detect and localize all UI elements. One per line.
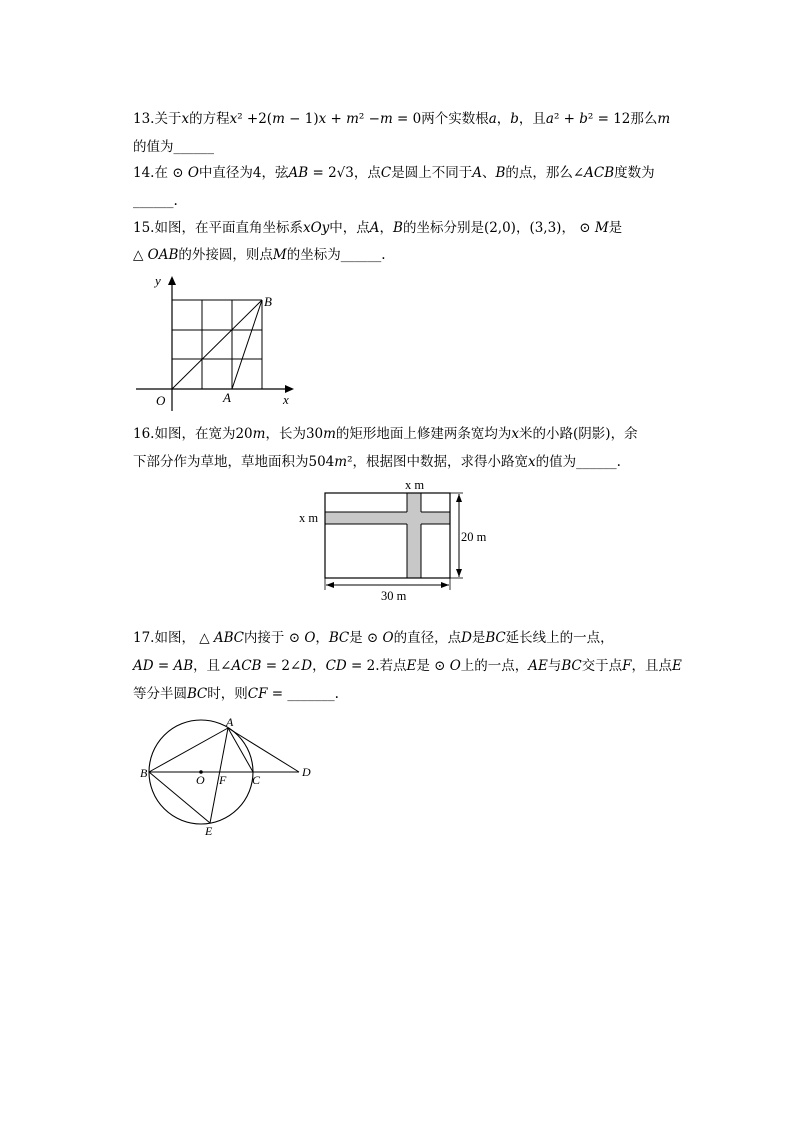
horizontal-path	[325, 512, 450, 524]
point-a-label: A	[223, 390, 231, 405]
length-label: 30 m	[381, 589, 407, 603]
y-axis-label: y	[155, 273, 161, 288]
segment-ab	[232, 300, 262, 389]
q15-line-1: 15.如图，在平面直角坐标系𝑥𝑂𝑦中，点𝐴，𝐵的坐标分别是(2,0)，(3,3)， ⊙ 𝑀是	[133, 220, 623, 236]
label-f: F	[219, 773, 227, 787]
q17-line-1: 17.如图， △ 𝐴𝐵𝐶内接于 ⊙ 𝑂，𝐵𝐶是 ⊙ 𝑂的直径，点𝐷是𝐵𝐶延长线上的一点，	[133, 630, 614, 646]
q15-coordinate-figure	[130, 268, 300, 413]
segment-ac	[228, 728, 253, 772]
q16-line-2: 下部分作为草地，草地面积为504𝑚²，根据图中数据，求得小路宽𝑥的值为______.	[133, 454, 621, 470]
field-rectangle	[325, 493, 450, 578]
label-o: O	[196, 773, 205, 787]
q16-rectangle-figure	[295, 478, 495, 606]
label-a: A	[226, 715, 234, 729]
point-b-label: B	[264, 294, 272, 309]
segment-ba	[149, 728, 228, 772]
origin-label: O	[156, 393, 166, 408]
q14-line-2: ______.	[133, 193, 178, 209]
vertical-path	[407, 493, 421, 578]
q17-line-2: 𝐴𝐷 = 𝐴𝐵，且∠𝐴𝐶𝐵 = 2∠𝐷，𝐶𝐷 = 2.若点𝐸是 ⊙ 𝑂上的一点，𝐴𝐸与𝐵𝐶交于点𝐹，且点𝐸	[133, 658, 682, 674]
label-d: D	[302, 765, 311, 779]
y-axis-arrow	[168, 276, 176, 285]
x-axis-label: x	[283, 392, 289, 407]
left-width-label: x m	[299, 511, 319, 525]
height-label: 20 m	[461, 530, 487, 544]
segment-ob	[172, 300, 262, 389]
label-e: E	[205, 824, 213, 838]
q17-circle-figure	[140, 715, 320, 840]
q13-line-2: 的值为______	[133, 139, 214, 155]
q16-line-1: 16.如图，在宽为20𝑚，长为30𝑚的矩形地面上修建两条宽均为𝑥米的小路(阴影)，余	[133, 426, 638, 442]
segment-ad	[228, 728, 299, 772]
label-b: B	[140, 766, 148, 780]
label-c: C	[252, 773, 261, 787]
q14-line-1: 14.在 ⊙ 𝑂中直径为4，弦𝐴𝐵 = 2√3，点𝐶是圆上不同于𝐴、𝐵的点，那么∠𝐴𝐶𝐵度数为	[133, 165, 655, 181]
q15-line-2: △ 𝑂𝐴𝐵的外接圆，则点𝑀的坐标为______.	[133, 247, 386, 263]
top-width-label: x m	[405, 478, 425, 492]
q13-line-1: 13.关于𝑥的方程𝑥² +2(𝑚 − 1)𝑥 + 𝑚² −𝑚 = 0两个实数根𝑎，𝑏，且𝑎² + 𝑏² = 12那么𝑚	[133, 111, 671, 127]
q17-line-3: 等分半圆𝐵𝐶时，则𝐶𝐹 = _______.	[133, 686, 339, 702]
